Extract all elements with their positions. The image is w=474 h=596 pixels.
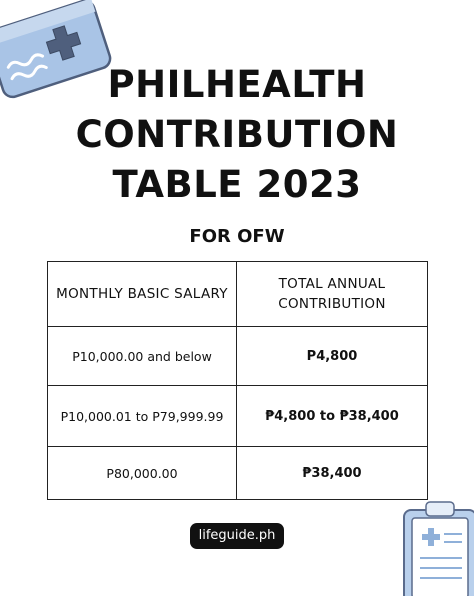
table-row [48,447,428,500]
table-row [48,386,428,447]
table-header-row [48,262,428,327]
table-row [48,327,428,386]
contribution-cell: ₱4,800 to ₱38,400 [237,386,428,447]
contribution-table [47,261,428,500]
title-line-2: CONTRIBUTION [75,113,399,156]
contribution-cell: P4,800 [237,327,428,386]
title-line-1: PHILHEALTH [107,63,367,106]
salary-cell: P80,000.00 [48,447,237,500]
page-title [0,60,474,210]
title-line-3: TABLE 2023 [112,163,362,206]
medical-clipboard-icon [398,496,474,596]
header-total-annual-contribution: TOTAL ANNUAL CONTRIBUTION [237,262,428,327]
contribution-cell: ₱38,400 [237,447,428,500]
subtitle: FOR OFW [189,226,285,247]
salary-cell: P10,000.00 and below [48,327,237,386]
source-badge: lifeguide.ph [190,523,284,549]
header-monthly-basic-salary: MONTHLY BASIC SALARY [48,262,237,327]
salary-cell: P10,000.01 to P79,999.99 [48,386,237,447]
